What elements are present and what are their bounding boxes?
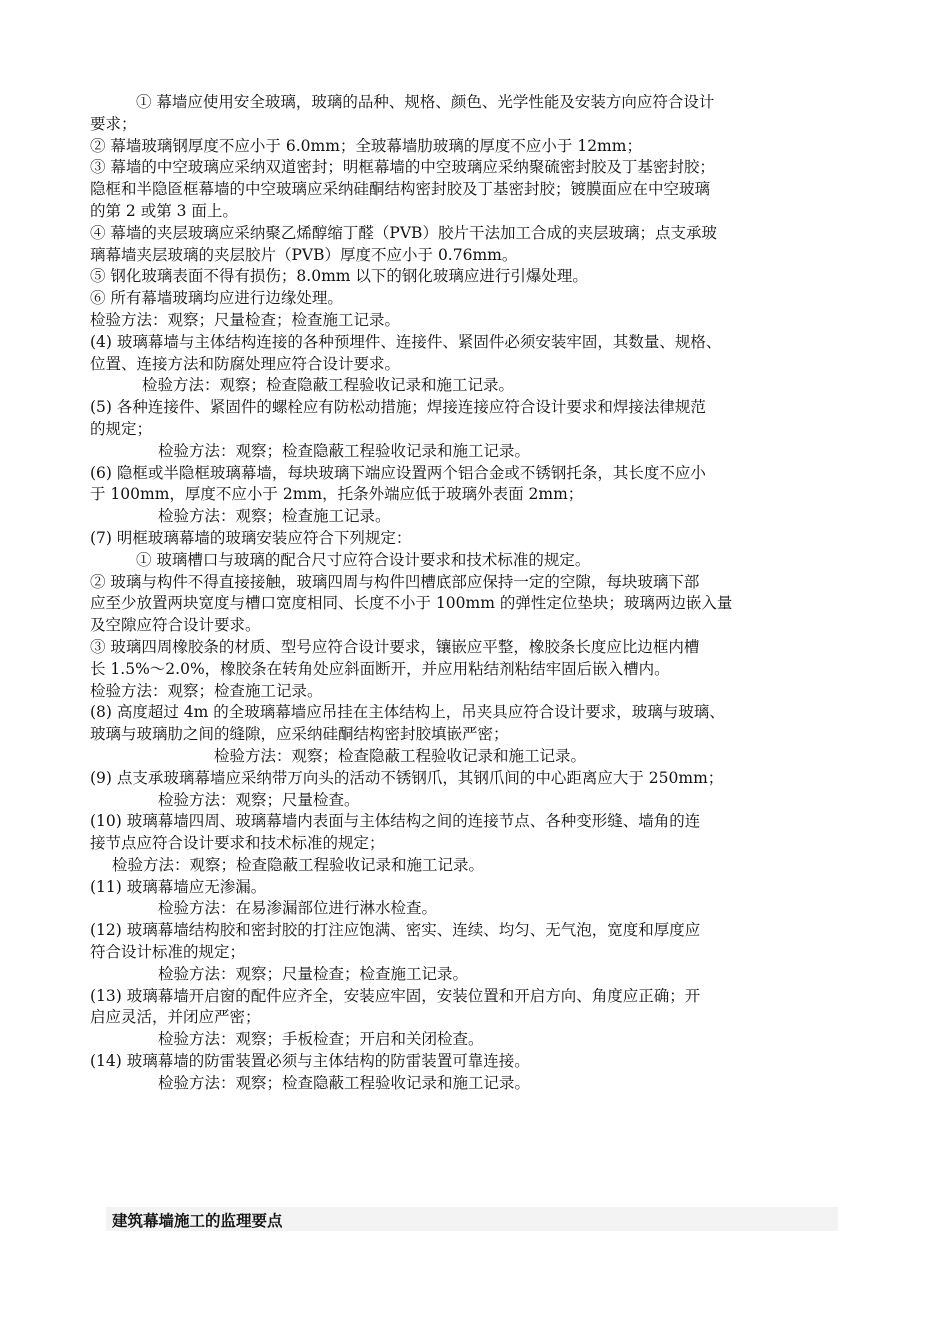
- text-line: 璃幕墙夹层玻璃的夹层胶片（PVB）厚度不应小于 0.76mm。: [90, 245, 518, 264]
- text-line: ③ 玻璃四周橡胶条的材质、型号应符合设计要求，镶嵌应平整，橡胶条长度应比边框内槽: [90, 637, 700, 656]
- document-body: [90, 92, 880, 1095]
- text-line: 检验方法：观察；检查施工记录。: [90, 681, 323, 700]
- text-line: 检验方法：在易渗漏部位进行淋水检查。: [158, 899, 438, 918]
- text-line: ① 玻璃槽口与玻璃的配合尺寸应符合设计要求和技术标准的规定。: [136, 550, 591, 569]
- text-line: ② 幕墙玻璃钢厚度不应小于 6.0mm；全玻幕墙肋玻璃的厚度不应小于 12mm；: [90, 136, 642, 155]
- text-line: 检验方法：观察；尺量检查。: [158, 790, 360, 809]
- text-line: 位置、连接方法和防腐处理应符合设计要求。: [90, 354, 401, 373]
- text-line: (5) 各种连接件、紧固件的螺栓应有防松动措施；焊接连接应符合设计要求和焊接法律规范: [90, 398, 706, 417]
- text-line: 玻璃与玻璃肋之间的缝隙，应采纳硅酮结构密封胶填嵌严密；: [90, 725, 509, 744]
- text-line: (11) 玻璃幕墙应无渗漏。: [90, 877, 267, 896]
- text-line: 要求；: [90, 114, 137, 133]
- text-line: 接节点应符合设计要求和技术标准的规定；: [90, 834, 385, 853]
- text-line: 于 100mm，厚度不应小于 2mm，托条外端应低于玻璃外表面 2mm；: [90, 485, 584, 504]
- text-line: 检验方法：观察；检查隐蔽工程验收记录和施工记录。: [158, 441, 531, 460]
- text-line: ③ 幕墙的中空玻璃应采纳双道密封；明框幕墙的中空玻璃应采纳聚硫密封胶及丁基密封胶；: [90, 158, 715, 177]
- text-line: (6) 隐框或半隐框玻璃幕墙，每块玻璃下端应设置两个铝合金或不锈钢托条，其长度不应小: [90, 463, 706, 482]
- text-line: 检验方法：观察；检查隐蔽工程验收记录和施工记录。: [142, 376, 515, 395]
- text-line: 隐框和半隐匼框幕墙的中空玻璃应采纳硅酮结构密封胶及丁基密封胶；镀膜面应在中空玻璃: [90, 180, 711, 199]
- text-line: 符合设计标准的规定；: [90, 943, 246, 962]
- text-line: (12) 玻璃幕墙结构胶和密封胶的打注应饱满、密实、连续、均匀、无气泡，宽度和厚度应: [90, 921, 701, 940]
- text-line: (13) 玻璃幕墙开启窗的配件应齐全，安装应牢固，安装位置和开启方向、角度应正确；开: [90, 986, 701, 1005]
- text-line: 检验方法：观察；检查隐蔽工程验收记录和施工记录。: [112, 855, 485, 874]
- text-line: (9) 点支承玻璃幕墙应采纳带万向头的活动不锈钢爪，其钢爪间的中心距离应大于 250mm；: [90, 768, 724, 787]
- text-line: 启应灵活，并闭应严密；: [90, 1008, 261, 1027]
- text-line: 应至少放置两块宽度与槽口宽度相同、长度不小于 100mm 的弹性定位垫块；玻璃两边嵌入量: [90, 594, 733, 613]
- text-line: (8) 高度超过 4m 的全玻璃幕墙应吊挂在主体结构上，吊夹具应符合设计要求，玻璃与玻璃、: [90, 703, 725, 722]
- text-line: ② 玻璃与构件不得直接接触，玻璃四周与构件凹槽底部应保持一定的空隙，每块玻璃下部: [90, 572, 700, 591]
- text-line: 的规定；: [90, 419, 153, 438]
- text-line: 检验方法：观察；检查隐蔽工程验收记录和施工记录。: [214, 746, 587, 765]
- text-line: (7) 明框玻璃幕墙的玻璃安装应符合下列规定：: [90, 528, 412, 547]
- text-line: (10) 玻璃幕墙四周、玻璃幕墙内表面与主体结构之间的连接节点、各种变形缝、墙角的连: [90, 812, 701, 831]
- text-line: (4) 玻璃幕墙与主体结构连接的各种预埋件、连接件、紧固件必须安装牢固，其数量、规格、: [90, 332, 722, 351]
- text-line: 长 1.5%～2.0%，橡胶条在转角处应斜面断开，并应用粘结剂粘结牢固后嵌入槽内。: [90, 659, 670, 678]
- text-line: ④ 幕墙的夹层玻璃应采纳聚乙烯醇缩丁醛（PVB）胶片干法加工合成的夹层玻璃；点支承玻: [90, 223, 717, 242]
- text-line: (14) 玻璃幕墙的防雷装置必须与主体结构的防雷装置可靠连接。: [90, 1052, 530, 1071]
- text-line: 检验方法：观察；手板检查；开启和关闭检查。: [158, 1030, 484, 1049]
- text-line: ⑥ 所有幕墙玻璃均应进行边缘处理。: [90, 289, 343, 308]
- section-title: 建筑幕墙施工的监理要点: [112, 1212, 283, 1230]
- text-line: 的第 2 或第 3 面上。: [90, 201, 238, 220]
- text-line: ⑤ 钢化玻璃表面不得有损伤；8.0mm 以下的钢化玻璃应进行引爆处理。: [90, 267, 588, 286]
- text-line: 检验方法：观察；尺量检查；检查施工记录。: [90, 310, 401, 329]
- text-line: 检验方法：观察；检查隐蔽工程验收记录和施工记录。: [158, 1073, 531, 1092]
- text-line: 及空隙应符合设计要求。: [90, 616, 261, 635]
- text-line: 检验方法：观察；尺量检查；检查施工记录。: [158, 964, 469, 983]
- text-line: ① 幕墙应使用安全玻璃，玻璃的品种、规格、颜色、光学性能及安装方向应符合设计: [136, 93, 715, 111]
- text-line: 检验方法：观察；检查施工记录。: [158, 507, 391, 526]
